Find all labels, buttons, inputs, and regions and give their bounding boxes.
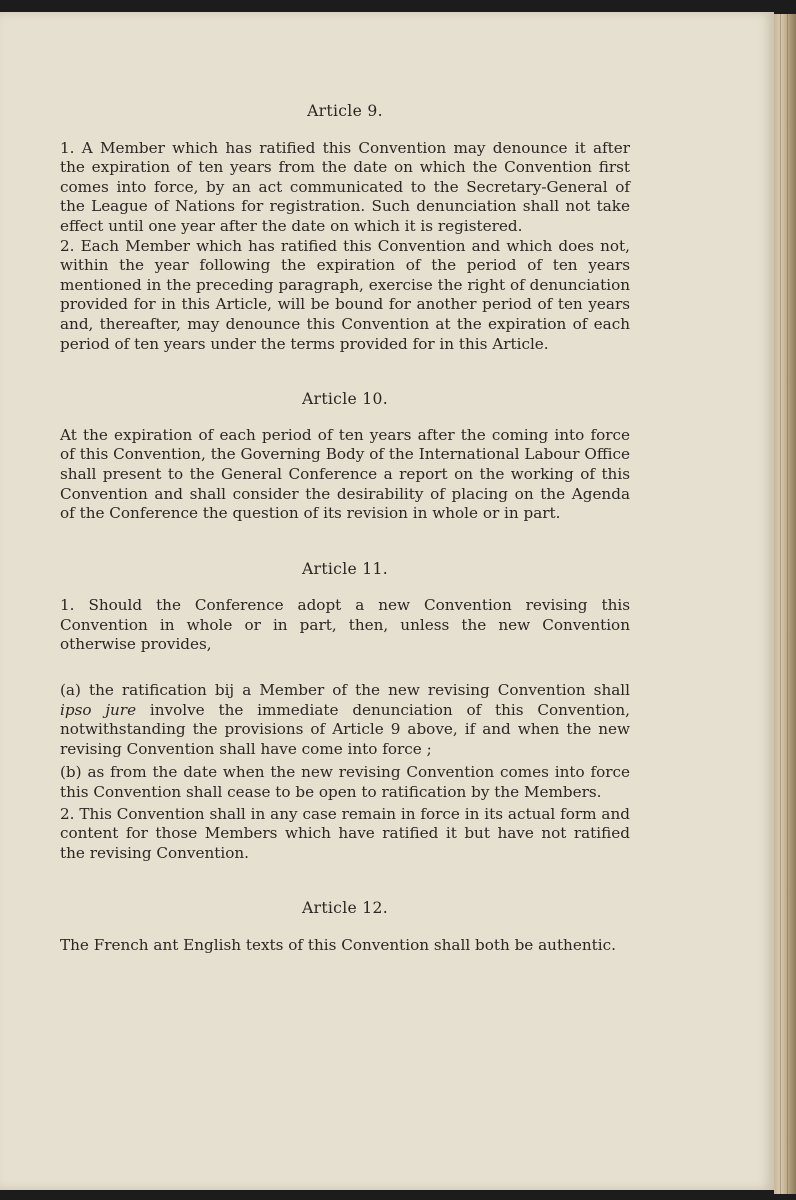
page-edge <box>774 14 796 1194</box>
article-10-paragraph-1: At the expiration of each period of ten years after the coming into force of this Convention, the Governing Body of the International Labour Office shall present to the General Conference a report on the working of this Convention and shall consider the desirability of placing on the Agenda of the Conference the question of its revision in whole or in part. <box>60 425 630 523</box>
item-a-italic: ipso jure <box>60 700 137 719</box>
article-11-heading: Article 11. <box>302 559 388 578</box>
article-9-paragraph-1: 1. A Member which has ratified this Convention may denounce it after the expiration of ten years from the date on which the Convention first comes into force, by an act communicated to the Secretary-General of the League of Nations for registration. Such denunciation shall not take effect until one year after the date on which it is registered. <box>60 138 630 235</box>
article-12-paragraph-1: The French ant English texts of this Convention shall both be authentic. <box>60 936 616 954</box>
article-9-heading: Article 9. <box>307 102 383 120</box>
article-11-item-a <box>60 681 630 759</box>
article-11-paragraph-2: 2. This Convention shall in any case remain in force in its actual form and content for those Members which have ratified it but have not ratified the revising Convention. <box>60 804 630 862</box>
item-a-label: (a) <box>60 681 81 700</box>
article-11-paragraph-1: 1. Should the Conference adopt a new Convention revising this Convention in whole or in part, then, unless the new Convention otherwise provides, <box>60 596 630 654</box>
article-9-paragraph-2: 2. Each Member which has ratified this Convention and which does not, within the year following the expiration of the period of ten years mentioned in the preceding paragraph, exercise the right of denunciation provided for in this Article, will be bound for another period of ten years and, thereafter, may denounce this Convention at the expiration of each period of ten years under the terms provided for in this Article. <box>60 236 630 353</box>
article-12-heading: Article 12. <box>302 899 388 918</box>
article-10-heading: Article 10. <box>302 390 388 409</box>
item-a-text-before: the ratification bij a Member of the new revising Convention shall <box>88 681 630 700</box>
item-a-text-after: involve the immediate denunciation of this Convention, notwithstanding the provisions of Article 9 above, if and when the new revising Convention shall have come into force ; <box>60 700 630 758</box>
article-11-item-b <box>60 763 630 802</box>
item-b-text: as from the date when the new revising Convention comes into force this Convention shall cease to be open to ratification by the Members. <box>60 763 631 802</box>
item-b-label: (b) <box>60 763 82 782</box>
document-body <box>60 102 630 956</box>
